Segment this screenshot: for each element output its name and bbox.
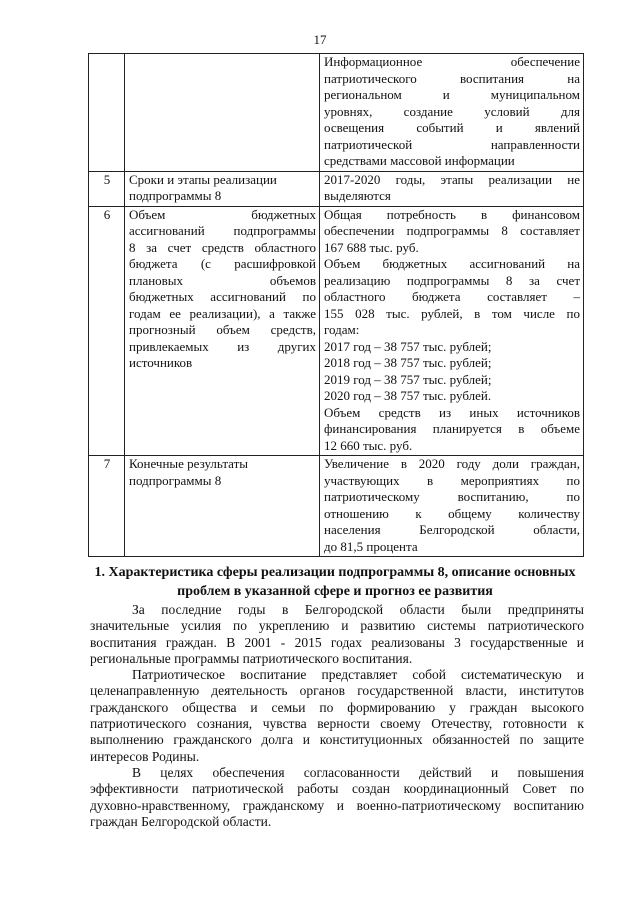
text-line: 2019 год – 38 757 тыс. рублей; <box>324 371 492 387</box>
text-line: годам: <box>324 322 360 337</box>
heading-line: проблем в указанной сфере и прогноз ее развития <box>177 584 493 599</box>
text-line: 12 660 тыс. руб. <box>324 437 413 453</box>
text-line: источников <box>129 355 193 370</box>
text-line: 2018 год – 38 757 тыс. рублей; <box>324 355 492 370</box>
text-line: Объем бюджетных ассигнований на <box>324 256 580 271</box>
text-line: участвующих в мероприятиях по <box>324 472 580 488</box>
text-line: годам ее реализации), а также <box>129 305 316 321</box>
text-line: отношению к общему количеству <box>324 505 580 521</box>
text-line: патриотическому воспитанию, по <box>324 489 580 504</box>
text-line: 155 028 тыс. рублей, в том числе по <box>324 305 580 321</box>
row-number-cell <box>89 54 125 172</box>
text-line: бюджета (с расшифровкой <box>129 256 316 271</box>
paragraph-1 <box>90 602 584 667</box>
paragraph-line: Патриотическое воспитание представляет собой систематическую и <box>132 667 584 683</box>
table-row-5 <box>89 171 584 206</box>
text-line: привлекаемых из других <box>129 338 316 354</box>
row-value-cell <box>320 54 584 172</box>
row-name-cell <box>125 171 320 206</box>
text-line: средствами массовой информации <box>324 153 515 168</box>
paragraph-line: граждан Белгородской области. <box>90 813 272 829</box>
text-line: Сроки и этапы реализации <box>129 171 277 187</box>
text-line: Информационное обеспечение <box>324 54 580 69</box>
row-number-cell: 5 <box>89 171 125 206</box>
text-line: плановых объемов <box>129 272 316 288</box>
paragraph-line: За последние годы в Белгородской области были предприняты <box>132 602 584 617</box>
paragraph-2 <box>90 667 584 765</box>
section-body <box>90 602 584 830</box>
text-line: 2017 год – 38 757 тыс. рублей; <box>324 338 492 354</box>
text-line: 167 688 тыс. руб. <box>324 239 419 255</box>
text-line: патриотического воспитания на <box>324 70 580 86</box>
text-line: уровнях, создание условий для <box>324 103 580 119</box>
table-row-continuation <box>89 54 584 172</box>
text-line: региональном и муниципальном <box>324 87 580 102</box>
text-line: 2017-2020 годы, этапы реализации не <box>324 171 580 187</box>
text-line: выделяются <box>324 188 391 203</box>
text-line: финансирования планируется в объеме <box>324 421 580 436</box>
paragraph-line: гражданского общества и семьи по формированию у граждан высокого <box>90 699 584 715</box>
section-heading <box>70 563 600 601</box>
text-line: ассигнований подпрограммы <box>129 223 316 238</box>
paragraph-line: воспитания граждан. В 2001 - 2015 годах реализованы 3 государственные и <box>90 634 584 650</box>
table-row-7 <box>89 456 584 557</box>
text-line: патриотической направленности <box>324 136 580 152</box>
paragraph-line: эффективности патриотической работы создан координационный Совет по <box>90 781 584 797</box>
row-value-cell <box>320 456 584 557</box>
heading-line: 1. Характеристика сферы реализации подпрограммы 8, описание основных <box>94 565 576 580</box>
text-line: подпрограммы 8 <box>129 472 222 488</box>
text-line: населения Белгородской области, <box>324 522 580 537</box>
paragraph-line: В целях обеспечения согласованности действий и повышения <box>132 764 584 780</box>
text-line: Конечные результаты <box>129 456 249 471</box>
page-number: 17 <box>313 32 327 47</box>
text-line: реализацию подпрограммы 8 за счет <box>324 272 580 288</box>
text-line: освещения событий и явлений <box>324 120 580 135</box>
paragraph-line: значительные усилия по укреплению и развитию системы патриотического <box>90 618 584 634</box>
paragraph-line: региональные программы патриотического воспитания. <box>90 650 413 666</box>
text-line: Увеличение в 2020 году доли граждан, <box>324 456 580 471</box>
paragraph-line: патриотического сознания, чувства верности своему Отечеству, готовности к <box>90 716 584 732</box>
row-number-cell: 7 <box>89 456 125 557</box>
text-line: 8 за счет средств областного <box>129 239 316 255</box>
row-number-cell: 6 <box>89 206 125 456</box>
paragraph-3 <box>90 765 584 830</box>
text-line: подпрограммы 8 <box>129 188 222 203</box>
table-row-6 <box>89 206 584 456</box>
text-line: областного бюджета составляет – <box>324 289 580 304</box>
row-name-cell <box>125 206 320 456</box>
text-line: Объем средств из иных источников <box>324 404 580 420</box>
text-line: Общая потребность в финансовом <box>324 206 580 222</box>
paragraph-line: духовно-нравственному, гражданскому и военно-патриотическому воспитанию <box>90 797 584 813</box>
text-line: до 81,5 процента <box>324 538 418 554</box>
row-name-cell <box>125 54 320 172</box>
text-line: Объем бюджетных <box>129 206 316 222</box>
text-line: обеспечении подпрограммы 8 составляет <box>324 223 580 238</box>
paragraph-line: интересов Родины. <box>90 748 200 764</box>
row-name-cell <box>125 456 320 557</box>
row-value-cell <box>320 171 584 206</box>
text-line: бюджетных ассигнований по <box>129 289 316 304</box>
text-line: прогнозный объем средств, <box>129 322 316 337</box>
paragraph-line: выполнению гражданского долга и конституционных обязанностей по защите <box>90 732 584 748</box>
text-line: 2020 год – 38 757 тыс. рублей. <box>324 388 492 403</box>
subprogram-passport-table <box>88 53 584 557</box>
paragraph-line: целенаправленную деятельность органов государственной власти, институтов <box>90 683 584 699</box>
row-value-cell <box>320 206 584 456</box>
